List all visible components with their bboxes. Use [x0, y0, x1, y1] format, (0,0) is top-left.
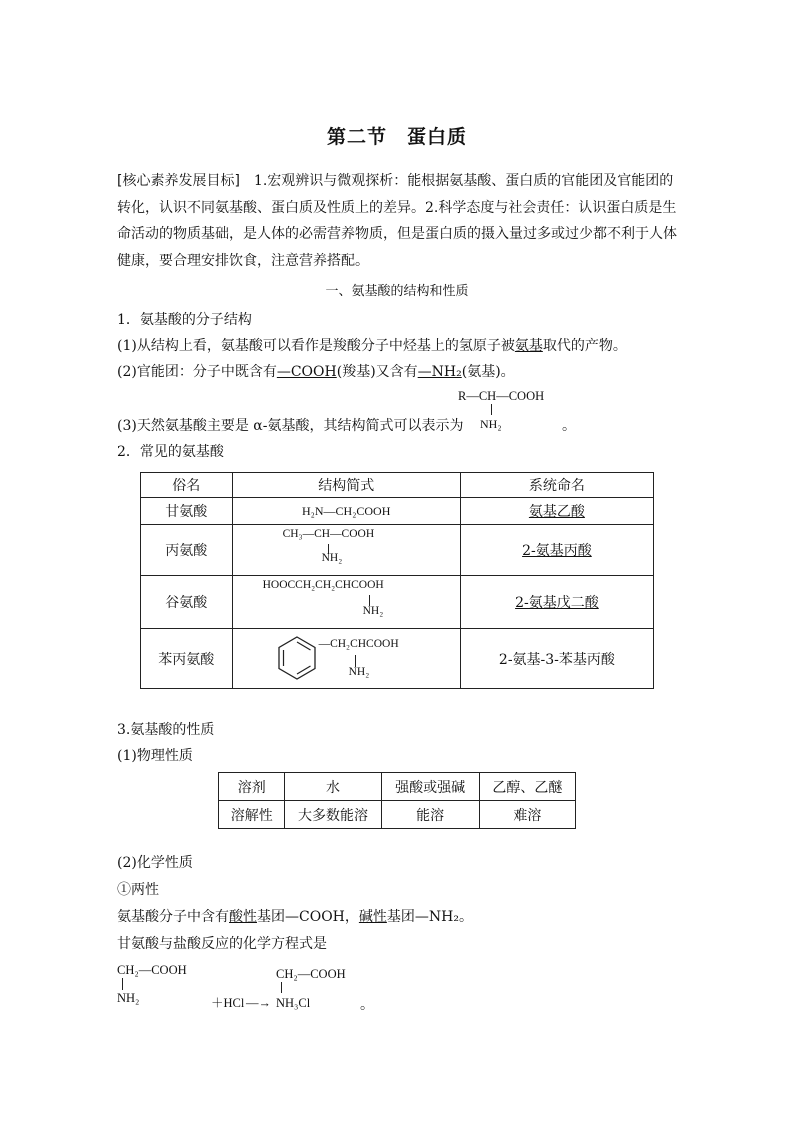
s1-p2-a: (2)官能团：分子中既含有 — [117, 364, 277, 380]
formula-text: HOOCCH₂CH₂CHCOOH — [262, 579, 384, 591]
system-name-cell — [460, 525, 653, 576]
s1-p1-answer: 氨基 — [514, 338, 543, 354]
s1-p2 — [117, 362, 515, 382]
s1-p3: (3)天然氨基酸主要是 α-氨基酸，其结构简式可以表示为 — [117, 418, 464, 434]
system-name-cell: 2-氨基-3-苯基丙酸 — [460, 629, 653, 689]
equation-arrow-icon: —→ — [246, 996, 271, 1010]
formula-text: CH₃—CH—COOH — [282, 528, 375, 540]
common-name-cell: 丙氨酸 — [141, 525, 233, 576]
alpha-amino-formula-top: R—CH—COOH — [458, 389, 545, 403]
equation-right-bottom: NH₃Cl — [276, 996, 311, 1010]
formula-substituent: NH₂ — [348, 666, 370, 678]
formula-substituent: NH₂ — [362, 605, 384, 617]
table-header-cell: 俗名 — [141, 473, 233, 498]
s1-p2-answer2: —NH₂ — [417, 364, 462, 380]
equation-right-bond — [281, 982, 282, 993]
formula-text: H₂N—CH₂COOH — [302, 504, 391, 518]
table-header-cell: 结构简式 — [232, 473, 460, 498]
common-name-cell: 谷氨酸 — [141, 576, 233, 629]
system-name-answer: 氨基乙酸 — [528, 504, 585, 520]
table-cell: 大多数能溶 — [285, 801, 381, 829]
equation-plus-hcl: ＋HCl — [211, 996, 245, 1010]
s1-p2-answer1: —COOH — [276, 364, 337, 380]
equation-right-top: CH₂—COOH — [276, 967, 346, 981]
table-header-row — [141, 473, 654, 498]
equation-end: 。 — [360, 997, 374, 1013]
system-name-answer: 2-氨基丙酸 — [522, 543, 592, 559]
formula-text: —CH₂CHCOOH — [318, 638, 399, 650]
section-heading: 一、氨基酸的结构和性质 — [325, 284, 469, 299]
table-row — [141, 576, 654, 629]
alpha-amino-formula-bottom: NH₂ — [480, 417, 502, 431]
s3-line1 — [117, 907, 473, 927]
s3-line1-c: 基团—NH₂。 — [386, 909, 473, 925]
table-row — [219, 801, 576, 829]
system-name-answer: 2-氨基戊二酸 — [515, 595, 599, 611]
core-goal-text: 1.宏观辨识与微观探析：能根据氨基酸、蛋白质的官能团及官能团的转化，认识不同氨基酸、蛋白质及性质上的差异。2.科学态度与社会责任：认识蛋白质是生命活动的物质基础，是人体的必需营养物质，但是蛋白质的摄入量过多或过少都不利于人体健康，要合理安排饮食，注意营养搭配。 — [117, 173, 677, 269]
formula-cell — [232, 498, 460, 525]
solubility-table — [218, 772, 576, 829]
table-row — [141, 525, 654, 576]
s1-p1-b: 取代的产物。 — [542, 338, 627, 354]
table-header-cell: 强酸或强碱 — [381, 773, 479, 801]
amino-acid-table — [140, 472, 654, 689]
basic-answer: 碱性 — [358, 909, 387, 925]
s1-p2-b: (羧基)又含有 — [336, 364, 418, 380]
s2-heading: 2．常见的氨基酸 — [117, 444, 224, 460]
equation-left-bottom: NH₂ — [117, 991, 140, 1005]
amphoteric-heading: ①两性 — [117, 882, 159, 898]
formula-cell — [232, 525, 460, 576]
s3-heading: 3.氨基酸的性质 — [117, 722, 215, 738]
s3-line1-b: 基团—COOH， — [257, 909, 359, 925]
chemical-properties-heading: (2)化学性质 — [117, 855, 193, 871]
core-goal-paragraph — [117, 168, 679, 274]
s1-heading: 1．氨基酸的分子结构 — [117, 312, 252, 328]
table-cell: 溶解性 — [219, 801, 285, 829]
benzene-ring-icon — [273, 634, 321, 682]
table-header-cell: 乙醇、乙醚 — [479, 773, 575, 801]
s1-p1 — [117, 336, 627, 356]
system-name-cell — [460, 576, 653, 629]
table-row — [141, 629, 654, 689]
common-name-cell: 甘氨酸 — [141, 498, 233, 525]
table-cell: 能溶 — [381, 801, 479, 829]
s1-p1-a: (1)从结构上看，氨基酸可以看作是羧酸分子中烃基上的氢原子被 — [117, 338, 515, 354]
table-header-cell: 水 — [285, 773, 381, 801]
formula-substituent: NH₂ — [321, 552, 343, 564]
equation-left-top: CH₂—COOH — [117, 963, 187, 977]
physical-properties-heading: (1)物理性质 — [117, 748, 193, 764]
common-name-cell: 苯丙氨酸 — [141, 629, 233, 689]
page-title: 第二节 蛋白质 — [326, 126, 467, 148]
s1-p3-end: 。 — [562, 418, 576, 434]
core-goal-tag: [核心素养发展目标] — [117, 173, 240, 189]
formula-cell — [232, 576, 460, 629]
s3-line1-a: 氨基酸分子中含有 — [117, 909, 229, 925]
table-header-cell: 系统命名 — [460, 473, 653, 498]
table-row — [141, 498, 654, 525]
table-header-row — [219, 773, 576, 801]
table-cell: 难溶 — [479, 801, 575, 829]
acidic-answer: 酸性 — [229, 909, 257, 925]
table-header-cell: 溶剂 — [219, 773, 285, 801]
s1-p2-c: (氨基)。 — [461, 364, 515, 380]
s3-line2: 甘氨酸与盐酸反应的化学方程式是 — [117, 936, 327, 952]
system-name-cell — [460, 498, 653, 525]
formula-cell — [232, 629, 460, 689]
